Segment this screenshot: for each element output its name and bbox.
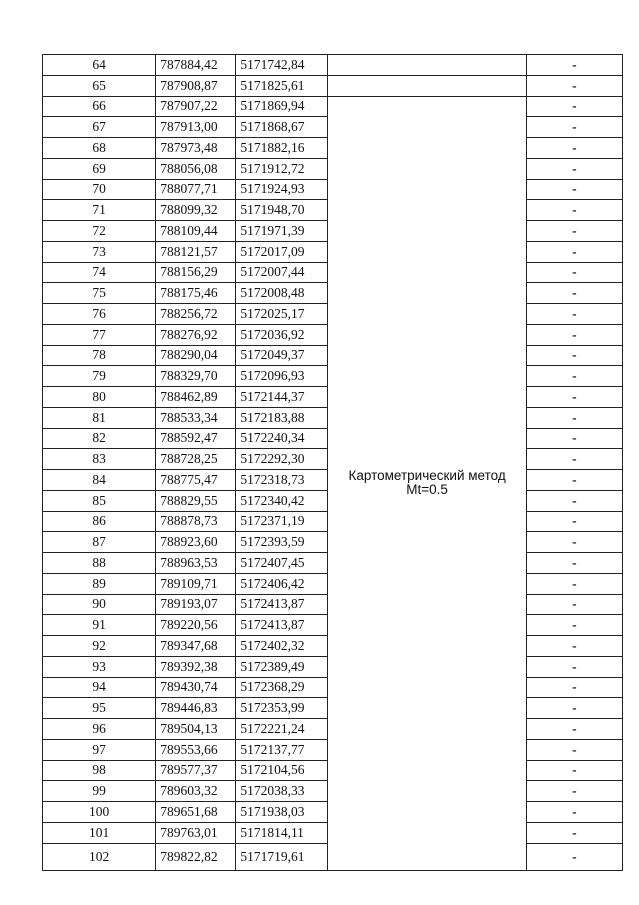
coordinate-y: 5171868,67	[236, 117, 328, 138]
point-number: 78	[43, 345, 156, 366]
accuracy-value: -	[526, 760, 622, 781]
accuracy-value: -	[526, 138, 622, 159]
coordinate-x: 788963,53	[156, 553, 236, 574]
method-cell-empty	[328, 75, 526, 96]
method-accuracy: Mt=0.5	[406, 482, 448, 497]
accuracy-value: -	[526, 283, 622, 304]
coordinates-table-body	[43, 55, 623, 871]
point-number: 101	[43, 822, 156, 843]
accuracy-value: -	[526, 490, 622, 511]
point-number: 91	[43, 615, 156, 636]
coordinate-x: 789822,82	[156, 843, 236, 870]
coordinate-y: 5171719,61	[236, 843, 328, 870]
point-number: 97	[43, 739, 156, 760]
coordinate-x: 789430,74	[156, 677, 236, 698]
point-number: 90	[43, 594, 156, 615]
coordinate-x: 788290,04	[156, 345, 236, 366]
coordinate-y: 5172137,77	[236, 739, 328, 760]
coordinate-x: 789220,56	[156, 615, 236, 636]
point-number: 79	[43, 366, 156, 387]
point-number: 85	[43, 490, 156, 511]
coordinate-y: 5172407,45	[236, 553, 328, 574]
coordinate-x: 788156,29	[156, 262, 236, 283]
point-number: 81	[43, 407, 156, 428]
point-number: 65	[43, 75, 156, 96]
point-number: 93	[43, 656, 156, 677]
coordinate-y: 5172183,88	[236, 407, 328, 428]
coordinate-x: 789651,68	[156, 802, 236, 823]
coordinate-x: 789504,13	[156, 719, 236, 740]
coordinate-x: 788121,57	[156, 241, 236, 262]
point-number: 75	[43, 283, 156, 304]
coordinate-y: 5172340,42	[236, 490, 328, 511]
accuracy-value: -	[526, 781, 622, 802]
coordinate-y: 5172292,30	[236, 449, 328, 470]
accuracy-value: -	[526, 470, 622, 491]
coordinate-x: 788099,32	[156, 200, 236, 221]
accuracy-value: -	[526, 324, 622, 345]
coordinate-y: 5172049,37	[236, 345, 328, 366]
point-number: 89	[43, 573, 156, 594]
accuracy-value: -	[526, 387, 622, 408]
point-number: 68	[43, 138, 156, 159]
coordinate-x: 788592,47	[156, 428, 236, 449]
accuracy-value: -	[526, 241, 622, 262]
accuracy-value: -	[526, 739, 622, 760]
coordinate-y: 5171814,11	[236, 822, 328, 843]
coordinate-x: 789446,83	[156, 698, 236, 719]
accuracy-value: -	[526, 677, 622, 698]
coordinate-x: 789347,68	[156, 636, 236, 657]
accuracy-value: -	[526, 822, 622, 843]
accuracy-value: -	[526, 532, 622, 553]
coordinate-y: 5172038,33	[236, 781, 328, 802]
point-number: 69	[43, 158, 156, 179]
method-cell	[328, 96, 526, 870]
coordinate-y: 5171742,84	[236, 55, 328, 76]
accuracy-value: -	[526, 221, 622, 242]
accuracy-value: -	[526, 75, 622, 96]
coordinate-x: 789392,38	[156, 656, 236, 677]
point-number: 71	[43, 200, 156, 221]
point-number: 82	[43, 428, 156, 449]
point-number: 92	[43, 636, 156, 657]
coordinate-x: 789553,66	[156, 739, 236, 760]
method-cell-empty	[328, 55, 526, 76]
point-number: 102	[43, 843, 156, 870]
point-number: 87	[43, 532, 156, 553]
coordinate-y: 5171938,03	[236, 802, 328, 823]
coordinate-y: 5172007,44	[236, 262, 328, 283]
accuracy-value: -	[526, 594, 622, 615]
coordinate-y: 5172402,32	[236, 636, 328, 657]
point-number: 99	[43, 781, 156, 802]
method-name: Картометрический метод	[348, 468, 506, 483]
point-number: 94	[43, 677, 156, 698]
point-number: 100	[43, 802, 156, 823]
coordinate-y: 5172318,73	[236, 470, 328, 491]
coordinate-x: 789193,07	[156, 594, 236, 615]
coordinates-table	[42, 54, 623, 871]
coordinate-x: 788077,71	[156, 179, 236, 200]
coordinate-x: 788109,44	[156, 221, 236, 242]
coordinate-x: 788728,25	[156, 449, 236, 470]
accuracy-value: -	[526, 179, 622, 200]
coordinate-x: 788276,92	[156, 324, 236, 345]
coordinate-x: 788056,08	[156, 158, 236, 179]
coordinate-y: 5172413,87	[236, 594, 328, 615]
coordinate-x: 788256,72	[156, 304, 236, 325]
coordinate-x: 789109,71	[156, 573, 236, 594]
coordinate-y: 5172406,42	[236, 573, 328, 594]
coordinate-x: 789763,01	[156, 822, 236, 843]
coordinate-y: 5171882,16	[236, 138, 328, 159]
accuracy-value: -	[526, 96, 622, 117]
accuracy-value: -	[526, 158, 622, 179]
point-number: 86	[43, 511, 156, 532]
coordinate-y: 5172240,34	[236, 428, 328, 449]
accuracy-value: -	[526, 802, 622, 823]
point-number: 64	[43, 55, 156, 76]
coordinate-x: 787913,00	[156, 117, 236, 138]
accuracy-value: -	[526, 200, 622, 221]
coordinate-y: 5172393,59	[236, 532, 328, 553]
coordinate-y: 5171825,61	[236, 75, 328, 96]
accuracy-value: -	[526, 573, 622, 594]
coordinate-x: 788923,60	[156, 532, 236, 553]
accuracy-value: -	[526, 262, 622, 283]
point-number: 77	[43, 324, 156, 345]
coordinate-x: 788329,70	[156, 366, 236, 387]
point-number: 74	[43, 262, 156, 283]
accuracy-value: -	[526, 719, 622, 740]
point-number: 80	[43, 387, 156, 408]
coordinate-y: 5171948,70	[236, 200, 328, 221]
coordinate-y: 5171869,94	[236, 96, 328, 117]
point-number: 76	[43, 304, 156, 325]
coordinate-x: 787884,42	[156, 55, 236, 76]
coordinate-x: 787973,48	[156, 138, 236, 159]
coordinate-y: 5172368,29	[236, 677, 328, 698]
coordinate-x: 788878,73	[156, 511, 236, 532]
accuracy-value: -	[526, 615, 622, 636]
coordinate-y: 5172144,37	[236, 387, 328, 408]
point-number: 98	[43, 760, 156, 781]
coordinate-x: 788775,47	[156, 470, 236, 491]
point-number: 96	[43, 719, 156, 740]
coordinate-y: 5171912,72	[236, 158, 328, 179]
coordinate-y: 5171971,39	[236, 221, 328, 242]
coordinate-y: 5172025,17	[236, 304, 328, 325]
coordinate-y: 5172353,99	[236, 698, 328, 719]
table-row	[43, 75, 623, 96]
accuracy-value: -	[526, 843, 622, 870]
point-number: 88	[43, 553, 156, 574]
coordinate-y: 5172389,49	[236, 656, 328, 677]
accuracy-value: -	[526, 449, 622, 470]
coordinate-x: 788462,89	[156, 387, 236, 408]
accuracy-value: -	[526, 304, 622, 325]
coordinate-y: 5172008,48	[236, 283, 328, 304]
point-number: 72	[43, 221, 156, 242]
coordinate-y: 5171924,93	[236, 179, 328, 200]
point-number: 83	[43, 449, 156, 470]
accuracy-value: -	[526, 656, 622, 677]
coordinate-y: 5172096,93	[236, 366, 328, 387]
point-number: 70	[43, 179, 156, 200]
coordinate-x: 787908,87	[156, 75, 236, 96]
point-number: 73	[43, 241, 156, 262]
coordinate-y: 5172036,92	[236, 324, 328, 345]
accuracy-value: -	[526, 117, 622, 138]
coordinate-y: 5172017,09	[236, 241, 328, 262]
accuracy-value: -	[526, 636, 622, 657]
coordinate-x: 789577,37	[156, 760, 236, 781]
coordinate-y: 5172104,56	[236, 760, 328, 781]
coordinate-y: 5172413,87	[236, 615, 328, 636]
table-row	[43, 55, 623, 76]
point-number: 95	[43, 698, 156, 719]
point-number: 67	[43, 117, 156, 138]
coordinate-x: 788829,55	[156, 490, 236, 511]
accuracy-value: -	[526, 345, 622, 366]
coordinate-x: 789603,32	[156, 781, 236, 802]
accuracy-value: -	[526, 55, 622, 76]
coordinate-x: 787907,22	[156, 96, 236, 117]
accuracy-value: -	[526, 366, 622, 387]
accuracy-value: -	[526, 698, 622, 719]
coordinate-y: 5172371,19	[236, 511, 328, 532]
point-number: 84	[43, 470, 156, 491]
point-number: 66	[43, 96, 156, 117]
accuracy-value: -	[526, 407, 622, 428]
accuracy-value: -	[526, 511, 622, 532]
accuracy-value: -	[526, 428, 622, 449]
coordinate-y: 5172221,24	[236, 719, 328, 740]
coordinate-x: 788533,34	[156, 407, 236, 428]
accuracy-value: -	[526, 553, 622, 574]
table-row	[43, 96, 623, 117]
coordinate-x: 788175,46	[156, 283, 236, 304]
